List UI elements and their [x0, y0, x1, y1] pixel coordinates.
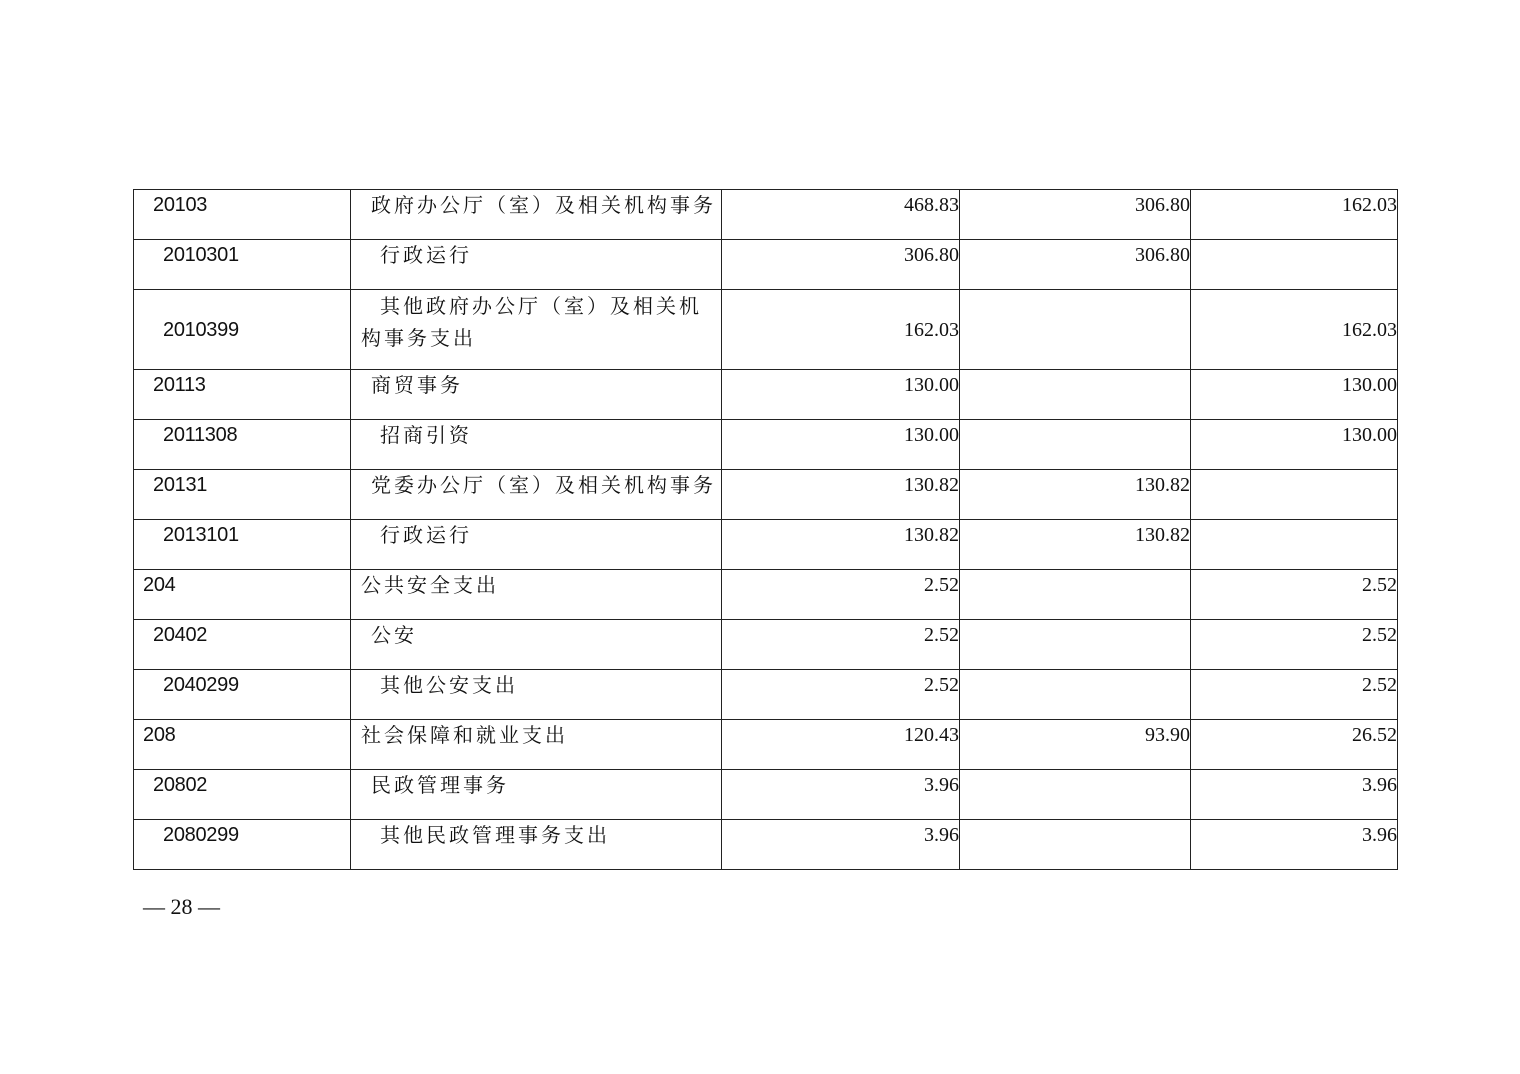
subject-name: 其他政府办公厅（室）及相关机构事务支出 [351, 290, 722, 370]
subject-code: 2011308 [134, 420, 351, 470]
project-expenditure: 3.96 [1191, 770, 1398, 820]
table-row [134, 290, 1398, 370]
subject-name: 党委办公厅（室）及相关机构事务 [351, 470, 722, 520]
basic-expenditure [960, 570, 1191, 620]
subject-code: 2010301 [134, 240, 351, 290]
total-amount: 2.52 [722, 670, 960, 720]
project-expenditure [1191, 520, 1398, 570]
subject-code: 20113 [134, 370, 351, 420]
total-amount: 120.43 [722, 720, 960, 770]
subject-name: 招商引资 [351, 420, 722, 470]
table-row [134, 240, 1398, 290]
subject-code: 20402 [134, 620, 351, 670]
table-row [134, 190, 1398, 240]
basic-expenditure [960, 370, 1191, 420]
basic-expenditure: 306.80 [960, 240, 1191, 290]
subject-name: 行政运行 [351, 240, 722, 290]
project-expenditure: 162.03 [1191, 290, 1398, 370]
basic-expenditure: 306.80 [960, 190, 1191, 240]
total-amount: 2.52 [722, 570, 960, 620]
total-amount: 130.82 [722, 520, 960, 570]
total-amount: 130.00 [722, 370, 960, 420]
table-row [134, 820, 1398, 870]
project-expenditure: 2.52 [1191, 620, 1398, 670]
subject-code: 204 [134, 570, 351, 620]
expenditure-table [133, 189, 1398, 870]
basic-expenditure [960, 420, 1191, 470]
subject-name: 公共安全支出 [351, 570, 722, 620]
project-expenditure: 130.00 [1191, 370, 1398, 420]
basic-expenditure [960, 770, 1191, 820]
subject-name: 民政管理事务 [351, 770, 722, 820]
table-row [134, 670, 1398, 720]
basic-expenditure: 130.82 [960, 470, 1191, 520]
project-expenditure: 26.52 [1191, 720, 1398, 770]
subject-code: 20131 [134, 470, 351, 520]
subject-name: 行政运行 [351, 520, 722, 570]
subject-code: 2010399 [134, 290, 351, 370]
subject-name: 其他公安支出 [351, 670, 722, 720]
total-amount: 2.52 [722, 620, 960, 670]
project-expenditure: 2.52 [1191, 670, 1398, 720]
table-row [134, 620, 1398, 670]
page-number: — 28 — [143, 894, 220, 919]
table-row [134, 570, 1398, 620]
table-row [134, 770, 1398, 820]
subject-code: 2013101 [134, 520, 351, 570]
table-row [134, 520, 1398, 570]
project-expenditure: 162.03 [1191, 190, 1398, 240]
subject-code: 208 [134, 720, 351, 770]
project-expenditure: 130.00 [1191, 420, 1398, 470]
project-expenditure [1191, 240, 1398, 290]
table-row [134, 370, 1398, 420]
total-amount: 3.96 [722, 770, 960, 820]
total-amount: 3.96 [722, 820, 960, 870]
total-amount: 306.80 [722, 240, 960, 290]
basic-expenditure: 93.90 [960, 720, 1191, 770]
project-expenditure [1191, 470, 1398, 520]
table-row [134, 720, 1398, 770]
subject-code: 20802 [134, 770, 351, 820]
subject-code: 2040299 [134, 670, 351, 720]
subject-name: 社会保障和就业支出 [351, 720, 722, 770]
subject-name: 公安 [351, 620, 722, 670]
total-amount: 130.82 [722, 470, 960, 520]
project-expenditure: 3.96 [1191, 820, 1398, 870]
total-amount: 162.03 [722, 290, 960, 370]
project-expenditure: 2.52 [1191, 570, 1398, 620]
table-row [134, 420, 1398, 470]
total-amount: 130.00 [722, 420, 960, 470]
basic-expenditure [960, 620, 1191, 670]
subject-name: 商贸事务 [351, 370, 722, 420]
basic-expenditure: 130.82 [960, 520, 1191, 570]
subject-code: 20103 [134, 190, 351, 240]
table-row [134, 470, 1398, 520]
basic-expenditure [960, 670, 1191, 720]
total-amount: 468.83 [722, 190, 960, 240]
subject-code: 2080299 [134, 820, 351, 870]
basic-expenditure [960, 820, 1191, 870]
basic-expenditure [960, 290, 1191, 370]
subject-name: 政府办公厅（室）及相关机构事务 [351, 190, 722, 240]
subject-name: 其他民政管理事务支出 [351, 820, 722, 870]
